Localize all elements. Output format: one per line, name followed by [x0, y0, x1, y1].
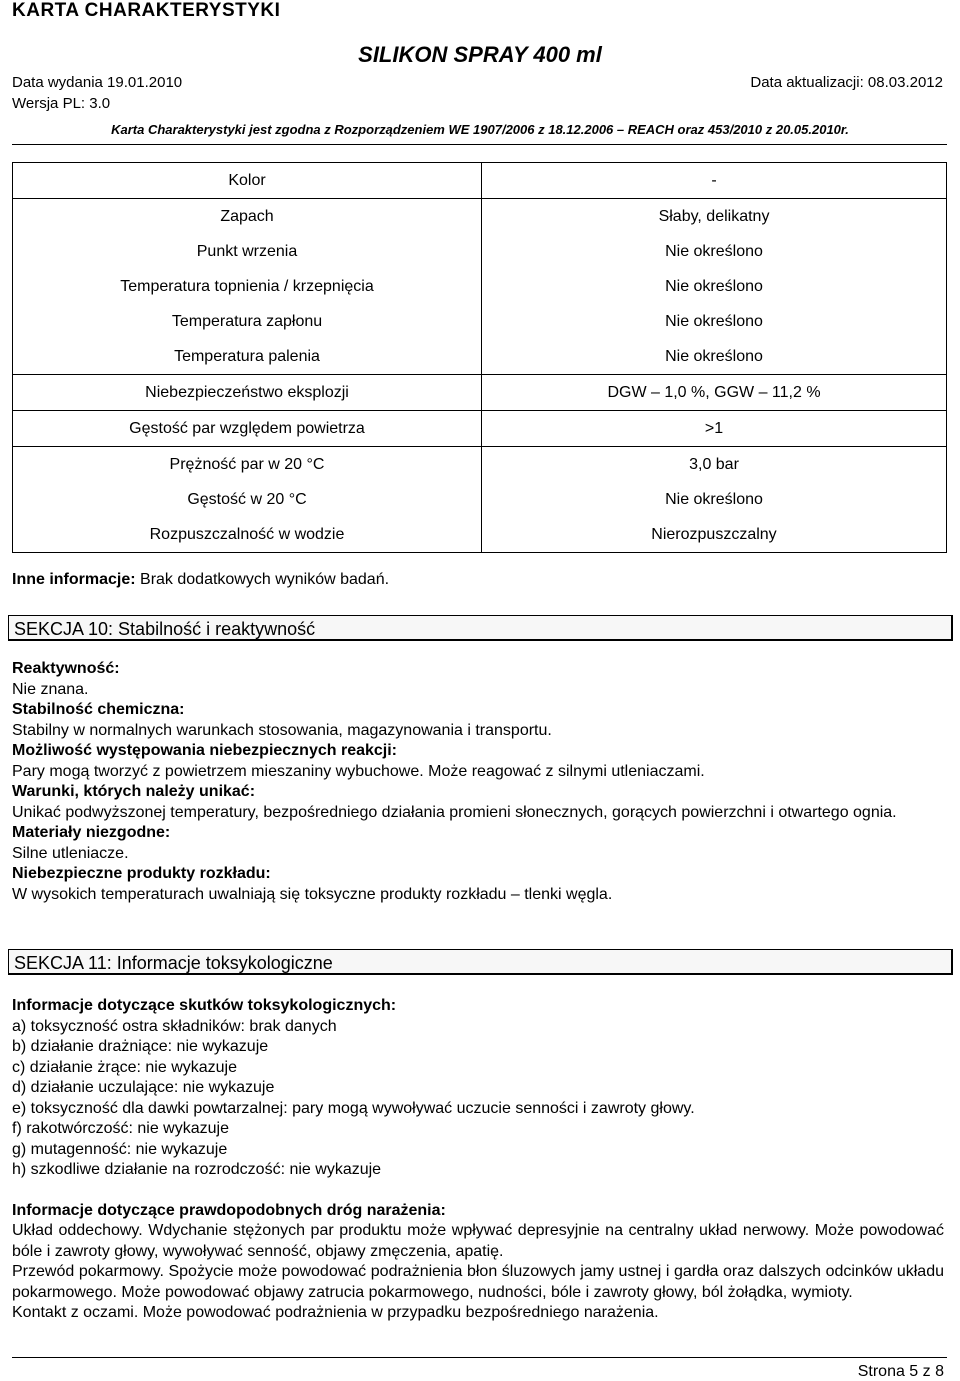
- decomposition-products-label: Niebezpieczne produkty rozkładu:: [12, 865, 271, 882]
- property-value: Nie określono: [665, 348, 763, 365]
- table-row: [13, 375, 947, 411]
- section-10-heading: SEKCJA 10: Stabilność i reaktywność: [8, 615, 953, 641]
- product-name: SILIKON SPRAY 400 ml: [358, 42, 602, 67]
- property-value: Nie określono: [665, 491, 763, 508]
- table-row: [13, 163, 947, 199]
- effect-item: d) działanie uczulające: nie wykazuje: [12, 1079, 275, 1096]
- update-date: Data aktualizacji: 08.03.2012: [750, 74, 943, 91]
- conditions-to-avoid-label: Warunki, których należy unikać:: [12, 783, 256, 800]
- effect-item: a) toksyczność ostra składników: brak danych: [12, 1017, 337, 1035]
- property-value-group: [482, 447, 947, 553]
- property-name-group: [13, 199, 482, 375]
- incompatible-materials-text: Silne utleniacze.: [12, 844, 129, 862]
- property-value: -: [482, 163, 947, 199]
- property-name: Zapach: [220, 208, 274, 225]
- property-name: Temperatura zapłonu: [171, 313, 323, 330]
- property-value: DGW – 1,0 %, GGW – 11,2 %: [482, 375, 947, 411]
- property-value: >1: [482, 411, 947, 447]
- effect-item: e) toksyczność dla dawki powtarzalnej: pary mogą wywoływać uczucie senności i zawroty głowy.: [12, 1099, 695, 1117]
- property-value: 3,0 bar: [689, 456, 739, 473]
- exposure-route-respiratory: Układ oddechowy. Wdychanie stężonych par produktu może wpływać depresyjnie na centralny układ nerwowy. Może powodować bóle i zawroty głowy, wywoływać senność, objawy zmęczenia, apatię.: [12, 1222, 944, 1260]
- version: Wersja PL: 3.0: [12, 95, 111, 112]
- property-name: Punkt wrzenia: [196, 243, 298, 260]
- page-number: Strona 5 z 8: [857, 1363, 944, 1380]
- property-value: Nie określono: [665, 313, 763, 330]
- incompatible-materials-label: Materiały niezgodne:: [12, 824, 171, 841]
- property-value: Nie określono: [665, 278, 763, 295]
- decomposition-products-text: W wysokich temperaturach uwalniają się toksyczne produkty rozkładu – tlenki węgla.: [12, 885, 613, 903]
- effect-item: g) mutagenność: nie wykazuje: [12, 1140, 228, 1158]
- table-row: [13, 411, 947, 447]
- effect-item: b) działanie drażniące: nie wykazuje: [12, 1038, 269, 1055]
- table-row: [13, 199, 947, 375]
- other-info: [12, 570, 944, 591]
- effect-item: c) działanie żrące: nie wykazuje: [12, 1058, 237, 1076]
- conditions-to-avoid-text: Unikać podwyższonej temperatury, bezpośredniego działania promieni słonecznych, gorących powierzchni i otwartego ognia.: [12, 803, 897, 821]
- property-name: Niebezpieczeństwo eksplozji: [13, 375, 482, 411]
- section-11-heading: SEKCJA 11: Informacje toksykologiczne: [8, 949, 953, 975]
- property-name: Rozpuszczalność w wodzie: [149, 526, 345, 543]
- properties-table: [12, 162, 947, 553]
- hazardous-reactions-label: Możliwość występowania niebezpiecznych reakcji:: [12, 742, 398, 759]
- compliance-note: Karta Charakterystyki jest zgodna z Rozporządzeniem WE 1907/2006 z 18.12.2006 – REACH oraz 453/2010 z 20.05.2010r.: [111, 122, 849, 137]
- toxicological-effects-label: Informacje dotyczące skutków toksykologicznych:: [12, 997, 397, 1014]
- document-type-title: KARTA CHARAKTERYSTYKI: [12, 0, 281, 21]
- header-divider: [12, 144, 947, 145]
- property-name: Temperatura topnienia / krzepnięcia: [120, 278, 374, 295]
- effect-item: h) szkodliwe działanie na rozrodczość: nie wykazuje: [12, 1161, 382, 1178]
- property-value: Nierozpuszczalny: [651, 526, 777, 543]
- property-name-group: [13, 447, 482, 553]
- property-value: Nie określono: [665, 243, 763, 260]
- property-name: Temperatura palenia: [174, 348, 320, 365]
- other-info-text: Brak dodatkowych wyników badań.: [135, 571, 390, 588]
- property-name: Gęstość w 20 °C: [187, 491, 307, 508]
- section-11-body: [12, 996, 944, 1324]
- exposure-routes-label: Informacje dotyczące prawdopodobnych dróg narażenia:: [12, 1201, 446, 1219]
- exposure-route-ingestion: Przewód pokarmowy. Spożycie może powodować podrażnienia błon śluzowych jamy ustnej i gardła oraz dalszych odcinków układu pokarmowego. Może powodować objawy zatrucia pokarmowego, nudności, bóle i zawroty głowy, ból żołądka, wymioty.: [12, 1263, 944, 1301]
- reactivity-text: Nie znana.: [12, 680, 89, 698]
- issue-date: Data wydania 19.01.2010: [12, 74, 183, 91]
- table-row: [13, 447, 947, 553]
- stability-label: Stabilność chemiczna:: [12, 701, 185, 718]
- property-name: Gęstość par względem powietrza: [13, 411, 482, 447]
- property-name: Prężność par w 20 °C: [169, 456, 325, 473]
- reactivity-label: Reaktywność:: [12, 660, 120, 677]
- hazardous-reactions-text: Pary mogą tworzyć z powietrzem mieszaniny wybuchowe. Może reagować z silnymi utleniaczami.: [12, 762, 705, 780]
- section-10-body: [12, 659, 944, 905]
- property-value: Słaby, delikatny: [658, 208, 770, 225]
- effect-item: f) rakotwórczość: nie wykazuje: [12, 1120, 229, 1137]
- spacer: [12, 1181, 944, 1201]
- footer-divider: [12, 1357, 947, 1358]
- property-name: Kolor: [13, 163, 482, 199]
- exposure-route-eyes: Kontakt z oczami. Może powodować podrażnienia w przypadku bezpośredniego narażenia.: [12, 1304, 659, 1321]
- property-value-group: [482, 199, 947, 375]
- other-info-label: Inne informacje:: [12, 571, 136, 588]
- stability-text: Stabilny w normalnych warunkach stosowania, magazynowania i transportu.: [12, 721, 552, 739]
